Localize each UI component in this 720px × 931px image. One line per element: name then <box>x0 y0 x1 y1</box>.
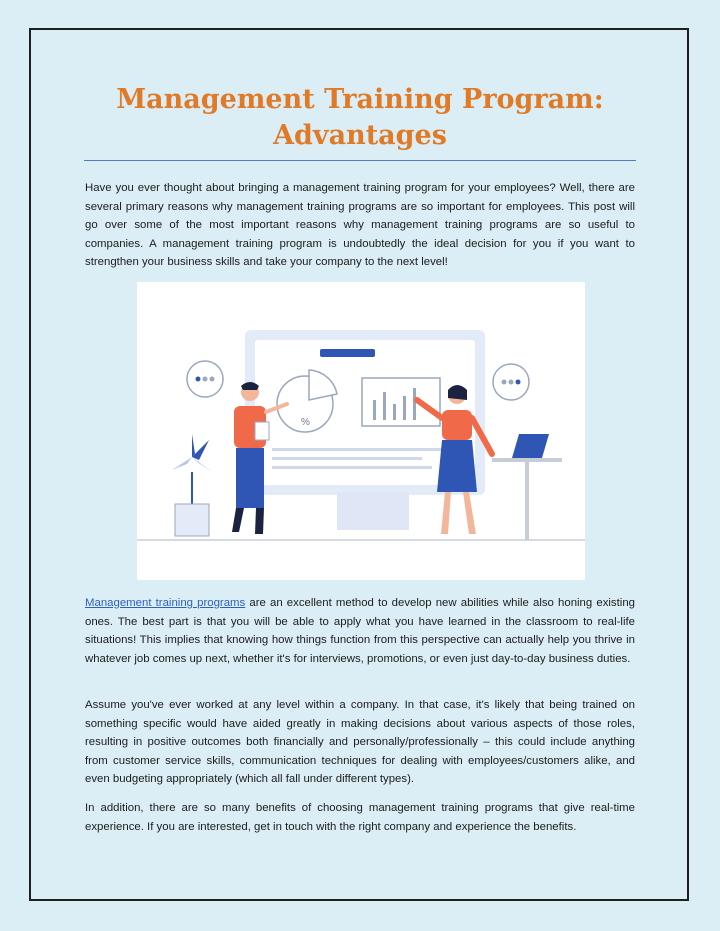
company-experience-paragraph: Assume you've ever worked at any level within a company. In that case, it's likely that being trained on something specific would have aided greatly in making decisions about various aspects of those roles, resulting in positive outcomes both financially and personally/professionally – this could include anything from customer service skills, communication techniques for dealing with employees/customers alike, and even budgeting appropriately (which all fall under different types). <box>85 699 635 786</box>
programs-paragraph-text: are an excellent method to develop new abilities while also honing existing ones. The best part is that you will be able to apply what you have learned in the classroom to real-life situations! This implies that knowing how things function from this perspective can actually help you thrive in whatever job comes up next, whether it's for interviews, promotions, or even just day-to-day business duties. <box>85 597 635 665</box>
bar-chart-bar <box>393 404 396 420</box>
bar-chart-bar <box>383 392 386 420</box>
programs-paragraph <box>85 594 635 668</box>
title-divider <box>84 160 636 161</box>
page-title <box>60 82 660 154</box>
training-illustration <box>137 282 585 580</box>
title-line-1: Management Training Program: <box>116 84 604 115</box>
plant-icon <box>172 434 212 536</box>
intro-paragraph: Have you ever thought about bringing a management training program for your employees? Well, there are several primary reasons why management training programs are so important for employees. This post will go over some of the most important reasons why management training programs are so useful to companies. A management training program is undoubtedly the ideal decision for you if you want to strengthen your business skills and take your company to the next level! <box>85 182 635 269</box>
screen-text-line <box>272 466 432 469</box>
bar-chart-bar <box>413 388 416 420</box>
percent-label: % <box>301 417 310 428</box>
benefits-paragraph: In addition, there are so many benefits of choosing management training programs that give real-time experience. If you are interested, get in touch with the right company and experience the benefits. <box>85 802 635 833</box>
illustration-svg <box>137 282 585 580</box>
screen-text-line <box>272 448 442 451</box>
management-training-programs-link[interactable]: Management training programs <box>85 597 246 609</box>
title-line-2: Advantages <box>273 120 447 151</box>
screen-text-line <box>272 457 422 460</box>
laptop-desk <box>492 434 562 540</box>
screen-base <box>337 492 409 530</box>
bar-chart-bar <box>403 396 406 420</box>
bar-chart-bar <box>373 400 376 420</box>
screen-header-bar <box>320 349 375 357</box>
